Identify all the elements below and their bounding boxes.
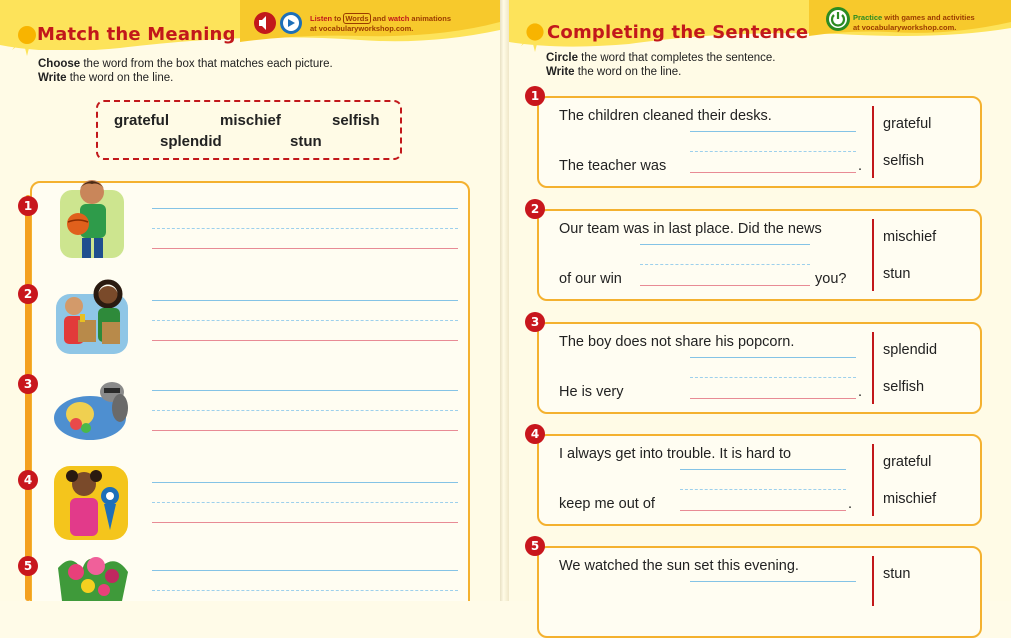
instr-write: Write (546, 66, 575, 78)
choice-word[interactable]: mischief (883, 229, 937, 245)
item-number: 1 (18, 196, 38, 216)
guide-line-top (680, 469, 846, 470)
item-number: 1 (525, 86, 545, 106)
choice-word[interactable]: splendid (883, 342, 938, 358)
sentence-line-2: The teacher was (559, 158, 667, 174)
answer-line-top[interactable] (152, 482, 458, 483)
sentence-end: you? (815, 271, 847, 287)
instr-line2: the word on the line. (66, 72, 174, 84)
promo-site[interactable]: at vocabularyworkshop.com. (853, 23, 957, 32)
timeline-bar (25, 195, 31, 601)
item-number: 3 (525, 312, 545, 332)
item-number: 4 (525, 424, 545, 444)
answer-line-mid (152, 320, 458, 321)
instructions (38, 57, 333, 85)
sentence-line-1: Our team was in last place. Did the news (559, 221, 822, 237)
choice-divider (872, 332, 874, 404)
choice-word[interactable]: stun (883, 566, 911, 582)
sentence-line-2: He is very (559, 384, 624, 400)
book-spine (500, 0, 509, 601)
guide-line-mid (640, 264, 810, 265)
instr-line1: the word that completes the sentence. (577, 52, 776, 64)
promo-listen: Listen (310, 14, 333, 23)
item-number: 3 (18, 374, 38, 394)
instr-line2: the word on the line. (574, 66, 682, 78)
left-page (0, 0, 500, 601)
sentence-end: . (858, 158, 863, 174)
sentence-end: . (858, 384, 863, 400)
promo-watch: watch (388, 14, 410, 23)
instructions (546, 51, 776, 79)
answer-line-base[interactable] (152, 522, 458, 523)
page-title: Match the Meaning (37, 24, 236, 45)
sentence-end: . (848, 496, 853, 512)
promo-to: to (332, 14, 344, 23)
answer-line-top[interactable] (152, 570, 458, 571)
promo-practice-rest: with games and activities (882, 13, 975, 22)
answer-line-base[interactable] (152, 430, 458, 431)
answer-blank[interactable] (690, 172, 856, 173)
choice-divider (872, 219, 874, 291)
word-box-word: splendid (160, 133, 222, 150)
guide-line-mid (690, 151, 856, 152)
word-box-word: mischief (220, 112, 281, 129)
sentence-line-2: of our win (559, 271, 622, 287)
item-number: 5 (18, 556, 38, 576)
word-box-word: grateful (114, 112, 170, 129)
sentence-line-1: We watched the sun set this evening. (559, 558, 799, 574)
item-number: 2 (18, 284, 38, 304)
power-practice-icon (825, 6, 853, 34)
item-number: 2 (525, 199, 545, 219)
choice-word[interactable]: stun (883, 266, 911, 282)
listen-watch-icons (253, 11, 305, 37)
guide-line-top (690, 131, 856, 132)
promo-practice-word: Practice (853, 13, 883, 22)
promo-listen-watch (310, 14, 490, 34)
promo-and: and (370, 14, 389, 23)
answer-line-mid (152, 228, 458, 229)
answer-line-mid (152, 410, 458, 411)
choice-word[interactable]: selfish (883, 153, 925, 169)
answer-line-base[interactable] (152, 248, 458, 249)
guide-line-mid (680, 489, 846, 490)
answer-line-top[interactable] (152, 300, 458, 301)
answer-line-top[interactable] (152, 208, 458, 209)
girl-with-ribbon-picture (50, 460, 132, 542)
guide-line-mid (690, 377, 856, 378)
item-number: 5 (525, 536, 545, 556)
guide-line-top (690, 357, 856, 358)
answer-line-top[interactable] (152, 390, 458, 391)
sentence-line-1: The children cleaned their desks. (559, 108, 772, 124)
choice-divider (872, 444, 874, 516)
instr-choose: Choose (38, 58, 81, 70)
promo-practice (853, 13, 1011, 33)
word-box-word: selfish (332, 112, 380, 129)
sentence-line-1: I always get into trouble. It is hard to (559, 446, 792, 462)
sentence-line-1: The boy does not share his popcorn. (559, 334, 795, 350)
choice-word[interactable]: grateful (883, 116, 932, 132)
flowers-picture (52, 548, 134, 601)
raccoon-in-trash-picture (50, 374, 134, 444)
choice-word[interactable]: selfish (883, 379, 925, 395)
guide-line-top (690, 581, 856, 582)
answer-blank[interactable] (680, 510, 846, 511)
answer-line-mid (152, 590, 458, 591)
page-title: Completing the Sentence (547, 22, 809, 43)
word-box-word: stun (290, 133, 322, 150)
word-box (96, 100, 402, 160)
answer-line-base[interactable] (152, 340, 458, 341)
instr-line1: the word from the box that matches each picture. (80, 58, 333, 70)
answer-line-mid (152, 502, 458, 503)
kids-with-groceries-picture (50, 278, 132, 362)
sentence-line-2: keep me out of (559, 496, 655, 512)
choice-word[interactable]: mischief (883, 491, 937, 507)
choice-divider (872, 556, 874, 606)
words-logo: Words (345, 14, 369, 23)
item-number: 4 (18, 470, 38, 490)
answer-blank[interactable] (640, 285, 810, 286)
choice-divider (872, 106, 874, 178)
instr-write: Write (38, 72, 67, 84)
boy-with-ball-picture (52, 172, 132, 262)
promo-rest: animations (409, 14, 452, 23)
answer-blank[interactable] (690, 398, 856, 399)
promo-site[interactable]: at vocabularyworkshop.com. (310, 24, 414, 33)
choice-word[interactable]: grateful (883, 454, 932, 470)
instr-circle: Circle (546, 52, 578, 64)
guide-line-top (640, 244, 810, 245)
